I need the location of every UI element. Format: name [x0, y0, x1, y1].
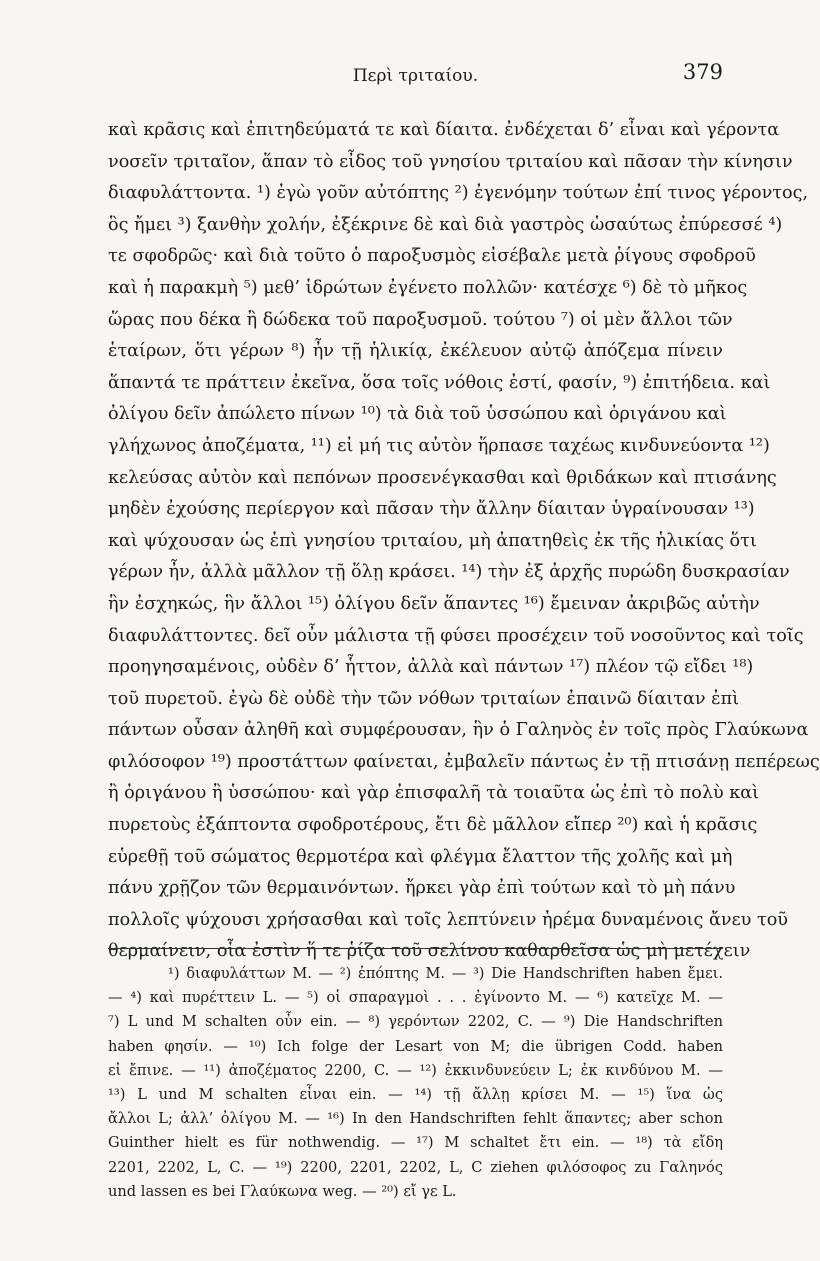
footnote-line: ⁷) L und M schalten οὖν ein. — ⁸) γερόντων 2202, C. — ⁹) Die Handschriften — [108, 1013, 723, 1031]
footnote-line: ¹³) L und M schalten εἶναι ein. — ¹⁴) τῇ ἄλλῃ κρίσει M. — ¹⁵) ἵνα ὡς — [108, 1085, 723, 1103]
footnote-line: 2201, 2202, L, C. — ¹⁹) 2200, 2201, 2202, L, C ziehen φιλόσοφος zu Γαληνός — [108, 1158, 723, 1176]
footnote-line: ἄλλοι L; ἀλλ’ ὀλίγου M. — ¹⁶) In den Handschriften fehlt ἅπαντες; aber schon — [108, 1110, 723, 1128]
page-header — [108, 60, 723, 90]
text-line: γλήχωνος ἀποζέματα, ¹¹) εἰ μή τις αὐτὸν ἥρπασε ταχέως κινδυνεύοντα ¹²) — [108, 435, 770, 456]
running-title: Περὶ τριταίου. — [352, 66, 479, 86]
footnotes — [108, 962, 723, 1204]
text-line: διαφυλάττοντες. δεῖ οὖν μάλιστα τῇ φύσει προσέχειν τοῦ νοσοῦντος καὶ τοῖς — [108, 625, 804, 646]
footnote-line: Guinther hielt es für nothwendig. — ¹⁷) M schaltet ἔτι ein. — ¹⁸) τὰ εἴδη — [108, 1134, 723, 1152]
text-line: τε σφοδρῶς· καὶ διὰ τοῦτο ὁ παροξυσμὸς εἰσέβαλε μετὰ ῥίγους σφοδροῦ — [108, 246, 756, 267]
text-line: κελεύσας αὐτὸν καὶ πεπόνων προσενέγκασθαι καὶ θριδάκων καὶ πτισάνης — [108, 467, 777, 488]
text-line: θερμαίνειν, οἷα ἐστὶν ἥ τε ῥίζα τοῦ σελίνου καθαρθεῖσα ὡς μὴ μετέχειν — [108, 941, 751, 962]
text-line: καὶ ψύχουσαν ὡς ἐπὶ γνησίου τριταίου, μὴ ἀπατηθεὶς ἐκ τῆς ἡλικίας ὅτι — [108, 530, 757, 551]
page-number: 379 — [682, 60, 723, 84]
footnote-line: ¹) διαφυλάττων M. — ²) ἐπόπτης M. — ³) Die Handschriften haben ἔμει. — [168, 965, 723, 982]
body-text — [108, 115, 820, 968]
footnote-line: und lassen es bei Γλαύκωνα weg. — ²⁰) εἴ γε L. — [108, 1182, 457, 1200]
text-line: πάντων οὖσαν ἀληθῆ καὶ συμφέρουσαν, ἣν ὁ Γαληνὸς ἐν τοῖς πρὸς Γλαύκωνα — [108, 720, 809, 741]
text-line: ἣν ἐσχηκώς, ἣν ἄλλοι ¹⁵) ὀλίγου δεῖν ἅπαντες ¹⁶) ἔμειναν ἀκριβῶς αὐτὴν — [108, 593, 760, 614]
footnote-line: — ⁴) καὶ πυρέττειν L. — ⁵) οἱ σπαραγμοὶ . . . ἐγίνοντο M. — ⁶) κατεῖχε M. — — [108, 989, 723, 1007]
text-line: τοῦ πυρετοῦ. ἐγὼ δὲ οὐδὲ τὴν τῶν νόθων τριταίων ἐπαινῶ δίαιταν ἐπὶ — [108, 688, 740, 709]
text-line: ἅπαντά τε πράττειν ἐκεῖνα, ὅσα τοῖς νόθοις ἐστί, φασίν, ⁹) ἐπιτήδεια. καὶ — [108, 372, 771, 393]
text-line: μηδὲν ἐχούσης περίεργον καὶ πᾶσαν τὴν ἄλλην δίαιταν ὑγραίνουσαν ¹³) — [108, 499, 755, 520]
text-line: ὃς ἤμει ³) ξανθὴν χολήν, ἐξέκρινε δὲ καὶ διὰ γαστρὸς ὡσαύτως ἐπύρεσσέ ⁴) — [108, 214, 783, 235]
text-line: διαφυλάττοντα. ¹) ἐγὼ γοῦν αὐτόπτης ²) ἐγενόμην τούτων ἐπί τινος γέροντος, — [108, 183, 809, 204]
footnote-line: εἰ ἔπινε. — ¹¹) ἀποζέματος 2200, C. — ¹²) ἐκκινδυνεύειν L; ἐκ κινδύνου M. — — [108, 1061, 723, 1079]
text-line: ἢ ὀριγάνου ἢ ὑσσώπου· καὶ γὰρ ἐπισφαλῆ τὰ τοιαῦτα ὡς ἐπὶ τὸ πολὺ καὶ — [108, 783, 760, 804]
text-line: ὥρας που δέκα ἢ δώδεκα τοῦ παροξυσμοῦ. τούτου ⁷) οἱ μὲν ἄλλοι τῶν — [108, 309, 733, 330]
text-line: ἑταίρων, ὅτι γέρων ⁸) ἦν τῇ ἡλικίᾳ, ἐκέλευον αὐτῷ ἀπόζεμα πίνειν — [108, 341, 723, 362]
text-line: γέρων ἦν, ἀλλὰ μᾶλλον τῇ ὅλῃ κράσει. ¹⁴) τὴν ἐξ ἀρχῆς πυρώδη δυσκρασίαν — [108, 562, 790, 583]
text-line: εὑρεθῇ τοῦ σώματος θερμοτέρα καὶ φλέγμα ἔλαττον τῆς χολῆς καὶ μὴ — [108, 846, 733, 867]
text-line: νοσεῖν τριταῖον, ἅπαν τὸ εἶδος τοῦ γνησίου τριταίου καὶ πᾶσαν τὴν κίνησιν — [108, 151, 793, 172]
text-line: καὶ κρᾶσις καὶ ἐπιτηδεύματά τε καὶ δίαιτα. ἐνδέχεται δ’ εἶναι καὶ γέροντα — [108, 120, 780, 140]
text-line: πολλοῖς ψύχουσι χρήσασθαι καὶ τοῖς λεπτύνειν ἠρέμα δυναμένοις ἄνευ τοῦ — [108, 909, 788, 930]
text-line: προηγησαμένοις, οὐδὲν δ’ ἧττον, ἀλλὰ καὶ πάντων ¹⁷) πλέον τῷ εἴδει ¹⁸) — [108, 657, 754, 678]
footnote-divider — [108, 948, 723, 949]
text-line: φιλόσοφον ¹⁹) προστάττων φαίνεται, ἐμβαλεῖν πάντως ἐν τῇ πτισάνῃ πεπέρεως — [108, 751, 820, 772]
text-line: καὶ ἡ παρακμὴ ⁵) μεθ’ ἱδρώτων ἐγένετο πολλῶν· κατέσχε ⁶) δὲ τὸ μῆκος — [108, 277, 748, 298]
text-line: πυρετοὺς ἐξάπτοντα σφοδροτέρους, ἔτι δὲ μᾶλλον εἴπερ ²⁰) καὶ ἡ κρᾶσις — [108, 815, 758, 836]
text-line: πάνυ χρῇζον τῶν θερμαινόντων. ἤρκει γὰρ ἐπὶ τούτων καὶ τὸ μὴ πάνυ — [108, 878, 736, 899]
text-line: ὀλίγου δεῖν ἀπώλετο πίνων ¹⁰) τὰ διὰ τοῦ ὑσσώπου καὶ ὀριγάνου καὶ — [108, 404, 727, 425]
footnote-line: haben φησίν. — ¹⁰) Ich folge der Lesart von M; die übrigen Codd. haben — [108, 1037, 723, 1055]
